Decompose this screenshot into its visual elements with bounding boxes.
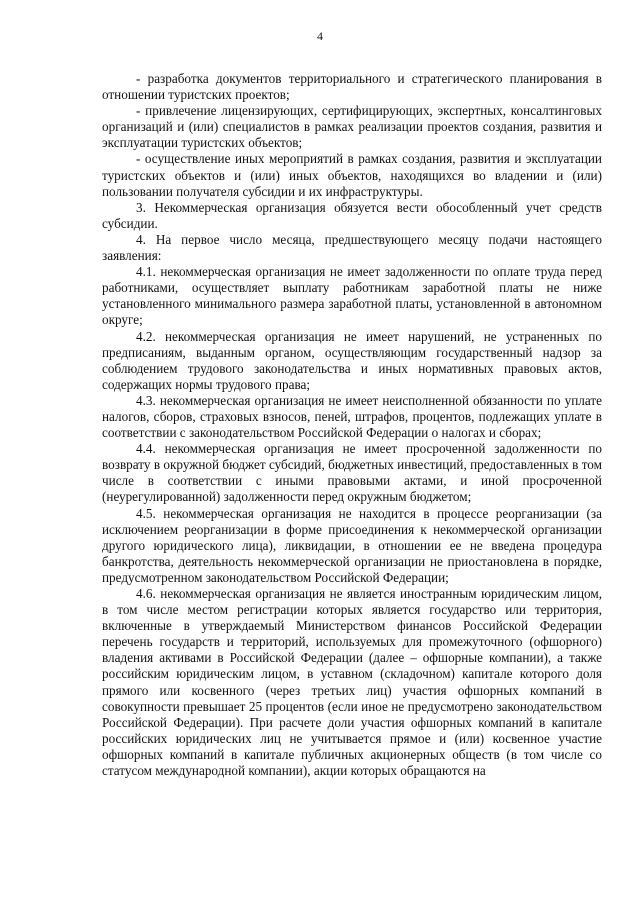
paragraph-list-item-involvement-organizations: - привлечение лицензирующих, сертифицирующих, экспертных, консалтинговых организаций и (или) специалистов в рамках реализации проектов создания, развития и эксплуатации туристских объектов; — [102, 103, 602, 151]
paragraph-item-4-4-no-overdue-debt: 4.4. некоммерческая организация не имеет просроченной задолженности по возврату в окружной бюджет субсидий, бюджетных инвестиций, предоставленных в том числе в соответствии с иными правовыми актами, и иной просроченной (неурегулированной) задолженности перед окружным бюджетом; — [102, 441, 602, 505]
paragraph-item-4-5-no-reorganization: 4.5. некоммерческая организация не находится в процессе реорганизации (за исключением реорганизации в форме присоединения к некоммерческой организации другого юридического лица), ликвидации, в отношении ее не введена процедура банкротства, деятельность некоммерческой организации не приостановлена в порядке, предусмотренном законодательством Российской Федерации; — [102, 505, 602, 585]
paragraph-list-item-development-documents: - разработка документов территориального и стратегического планирования в отношении туристских проектов; — [102, 71, 602, 103]
paragraph-item-4-3-no-tax-obligations: 4.3. некоммерческая организация не имеет неисполненной обязанности по уплате налогов, сборов, страховых взносов, пеней, штрафов, процентов, подлежащих уплате в соответствии с законодательством Российской Федерации о налогах и сборах; — [102, 392, 602, 441]
paragraph-item-4-2-no-labor-violations: 4.2. некоммерческая организация не имеет нарушений, не устраненных по предписаниям, выданным органом, осуществляющим государственный надзор за соблюдением трудового законодательства и иных нормативных правовых актов, содержащих нормы трудового права; — [102, 328, 602, 392]
paragraph-item-3-separate-accounting: 3. Некоммерческая организация обязуется вести обособленный учет средств субсидии. — [102, 199, 602, 231]
document-body — [102, 71, 602, 779]
page-number: 4 — [317, 29, 323, 43]
paragraph-item-4-first-day-of-month: 4. На первое число месяца, предшествующего месяцу подачи настоящего заявления: — [102, 231, 602, 264]
paragraph-item-4-6-not-foreign-entity: 4.6. некоммерческая организация не является иностранным юридическим лицом, в том числе местом регистрации которых является государство или территория, включенные в утверждаемый Министерством финансов Российской Федерации перечень государств и территорий, используемых для промежуточного (офшорного) владения активами в Российской Федерации (далее – офшорные компании), а также российским юридическим лицом, в уставном (складочном) капитале которого доля прямого или косвенного (через третьих лиц) участия офшорных компаний в совокупности превышает 25 процентов (если иное не предусмотрено законодательством Российской Федерации). При расчете доли участия офшорных компаний в капитале российских юридических лиц не учитывается прямое и (или) косвенное участие офшорных компаний в капитале публичных акционерных обществ (в том числе со статусом международной компании), акции которых обращаются на — [102, 586, 602, 779]
paragraph-list-item-other-measures: - осуществление иных мероприятий в рамках создания, развития и эксплуатации туристских объектов и (или) иных объектов, находящихся во владении и (или) пользовании получателя субсидии и их инфраструктуры. — [102, 151, 602, 199]
paragraph-item-4-1-no-wage-debt: 4.1. некоммерческая организация не имеет задолженности по оплате труда перед работниками, осуществляет выплату работникам заработной платы не ниже установленного минимального размера заработной платы, установленной в автономном округе; — [102, 264, 602, 328]
